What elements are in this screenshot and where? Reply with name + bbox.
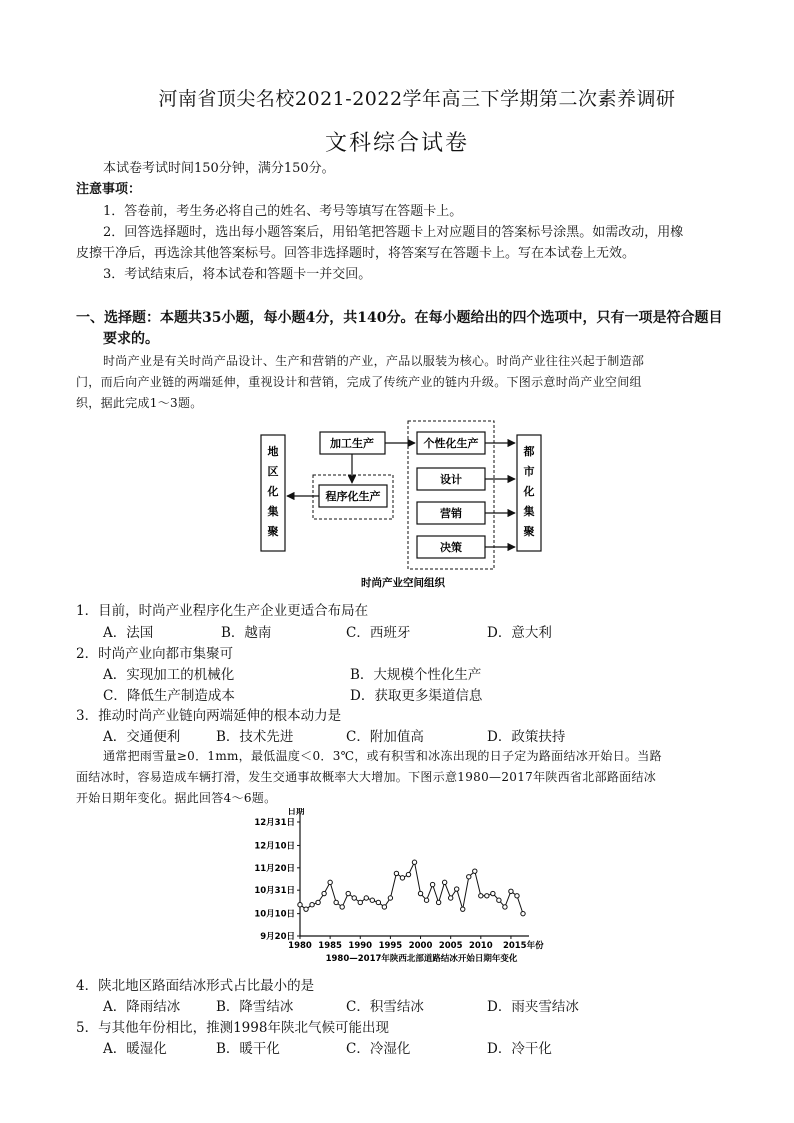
- note-3: 3．考试结束后，将本试卷和答题卡一并交回。: [103, 267, 372, 282]
- question-4-option-a: A．降雨结冰: [103, 999, 181, 1015]
- data-point: [322, 891, 326, 895]
- design-label: 设计: [440, 473, 462, 486]
- section-heading-cont: 要求的。: [103, 331, 159, 347]
- question-2-stem: 2．时尚产业向都市集聚可: [76, 646, 234, 662]
- data-point: [364, 896, 368, 900]
- question-2-option-b: B．大规模个性化生产: [350, 667, 482, 683]
- question-5-option-c: C．冷湿化: [346, 1041, 411, 1057]
- y-tick-label: 12月31日: [254, 818, 295, 828]
- data-point: [424, 898, 428, 902]
- x-tick-label: 2000: [408, 941, 433, 951]
- question-4-stem: 4．陕北地区路面结冰形式占比最小的是: [76, 978, 315, 994]
- data-point: [406, 872, 410, 876]
- y-tick-label: 10月31日: [254, 886, 295, 897]
- data-point: [521, 911, 525, 915]
- notice-label: 注意事项：: [76, 182, 142, 197]
- question-5-option-d: D．冷干化: [487, 1041, 552, 1057]
- personalized-label: 个性化生产: [423, 437, 479, 450]
- question-3-option-a: A．交通便利: [103, 729, 181, 745]
- data-point: [412, 860, 416, 864]
- chart-caption: 1980—2017年陕西北部道路结冰开始日期年变化: [325, 954, 518, 964]
- data-point: [316, 900, 320, 904]
- passage1-line2: 门，而后向产业链的两端延伸，重视设计和营销，完成了传统产业的链内升级。下图示意时尚产业空间组: [76, 375, 642, 389]
- question-3-stem: 3．推动时尚产业链向两端延伸的根本动力是: [76, 708, 342, 724]
- passage1-line3: 织，据此完成1～3题。: [76, 396, 203, 410]
- exam-title: 河南省顶尖名校2021-2022学年高三下学期第二次素养调研: [158, 88, 676, 110]
- diagram-caption: 时尚产业空间组织: [361, 577, 445, 589]
- data-point: [497, 898, 501, 902]
- fashion-industry-diagram: [255, 415, 555, 595]
- data-point: [515, 894, 519, 898]
- data-point: [340, 905, 344, 909]
- note-2-cont: 皮擦干净后，再选涂其他答案标号。回答非选择题时，将答案写在答题卡上。写在本试卷上无效。: [76, 246, 636, 261]
- question-4-option-d: D．雨夹雪结冰: [487, 999, 579, 1015]
- exam-time-line: 本试卷考试时间150分钟，满分150分。: [103, 161, 335, 176]
- section-heading: 一、选择题：本题共35小题，每小题4分，共140分。在每小题给出的四个选项中，只有一项是符合题目: [76, 310, 723, 326]
- urban-cluster-label: 都市化集聚: [523, 445, 535, 538]
- question-1-stem: 1．目前，时尚产业程序化生产企业更适合布局在: [76, 603, 369, 619]
- data-point: [352, 896, 356, 900]
- question-2-option-a: A．实现加工的机械化: [103, 667, 235, 683]
- data-point: [436, 900, 440, 904]
- icing-date-chart: [245, 808, 555, 968]
- question-3-option-b: B．技术先进: [216, 729, 294, 745]
- passage2-line2: 面结冰时，容易造成车辆打滑，发生交通事故概率大大增加。下图示意1980—2017年陕西省北部路面结冰: [76, 770, 657, 784]
- note-2: 2．回答选择题时，选出每小题答案后，用铅笔把答题卡上对应题目的答案标号涂黑。如需改动，用橡: [103, 225, 684, 240]
- y-tick-label: 10月10日: [254, 909, 295, 920]
- x-tick-label: 1990: [348, 941, 373, 951]
- exam-subtitle: 文科综合试卷: [324, 131, 469, 156]
- data-point: [430, 882, 434, 886]
- data-point: [370, 898, 374, 902]
- question-5-option-b: B．暖干化: [216, 1041, 280, 1057]
- programmed-label: 程序化生产: [325, 490, 381, 503]
- x-tick-label: 1995: [378, 941, 403, 951]
- data-point: [448, 896, 452, 900]
- data-point: [346, 891, 350, 895]
- passage1-line1: 时尚产业是有关时尚产品设计、生产和营销的产业，产品以服装为核心。时尚产业往往兴起于制造部: [103, 354, 645, 368]
- question-1-option-b: B．越南: [221, 625, 272, 641]
- marketing-label: 营销: [440, 507, 462, 520]
- x-tick-label: 2005: [438, 941, 463, 951]
- data-point: [442, 880, 446, 884]
- question-4-option-c: C．积雪结冰: [346, 999, 424, 1015]
- processing-label: 加工生产: [330, 437, 374, 450]
- data-point: [298, 903, 302, 907]
- data-point: [418, 891, 422, 895]
- data-point: [376, 900, 380, 904]
- data-point: [388, 896, 392, 900]
- regional-cluster-label: 地区化集聚: [267, 445, 279, 538]
- question-3-option-d: D．政策扶持: [487, 729, 566, 745]
- data-point: [394, 871, 398, 875]
- x-tick-label: 1980: [288, 941, 312, 951]
- question-5-option-a: A．暖湿化: [103, 1041, 167, 1057]
- x-tick-label: 2015年份: [502, 941, 544, 951]
- x-tick-label: 2010: [468, 941, 493, 951]
- question-1-option-c: C．西班牙: [346, 625, 411, 641]
- question-1-option-d: D．意大利: [487, 625, 552, 641]
- data-point: [473, 869, 477, 873]
- y-tick-label: 12月10日: [254, 841, 295, 852]
- y-tick-label: 11月20日: [254, 863, 295, 874]
- data-point: [310, 903, 314, 907]
- y-axis-label: 日期: [287, 808, 305, 817]
- decision-label: 决策: [440, 541, 462, 554]
- note-1: 1．答卷前，考生务必将自己的姓名、考号等填写在答题卡上。: [103, 204, 463, 219]
- data-point: [467, 875, 471, 879]
- data-point: [503, 905, 507, 909]
- data-point: [455, 887, 459, 891]
- question-1-option-a: A．法国: [103, 625, 154, 641]
- series-line: [300, 862, 523, 913]
- data-point: [334, 900, 338, 904]
- data-point: [382, 905, 386, 909]
- y-tick-label: 9月20日: [260, 932, 295, 942]
- passage2-line1: 通常把雨雪量≥0．1mm，最低温度＜0．3℃，或有积雪和冰冻出现的日子定为路面结冰开始日。当路: [103, 749, 662, 763]
- question-4-option-b: B．降雪结冰: [216, 999, 294, 1015]
- passage2-line3: 开始日期年变化。据此回答4～6题。: [76, 791, 277, 805]
- question-2-option-c: C．降低生产制造成本: [103, 688, 235, 704]
- x-tick-label: 1985: [318, 941, 342, 951]
- data-point: [479, 894, 483, 898]
- data-point: [461, 907, 465, 911]
- data-point: [400, 876, 404, 880]
- question-5-stem: 5．与其他年份相比，推测1998年陕北气候可能出现: [76, 1020, 389, 1036]
- data-point: [491, 891, 495, 895]
- data-point: [328, 880, 332, 884]
- question-3-option-c: C．附加值高: [346, 729, 424, 745]
- data-point: [358, 900, 362, 904]
- question-2-option-d: D．获取更多渠道信息: [350, 688, 483, 704]
- data-point: [509, 889, 513, 893]
- data-point: [485, 894, 489, 898]
- data-point: [304, 907, 308, 911]
